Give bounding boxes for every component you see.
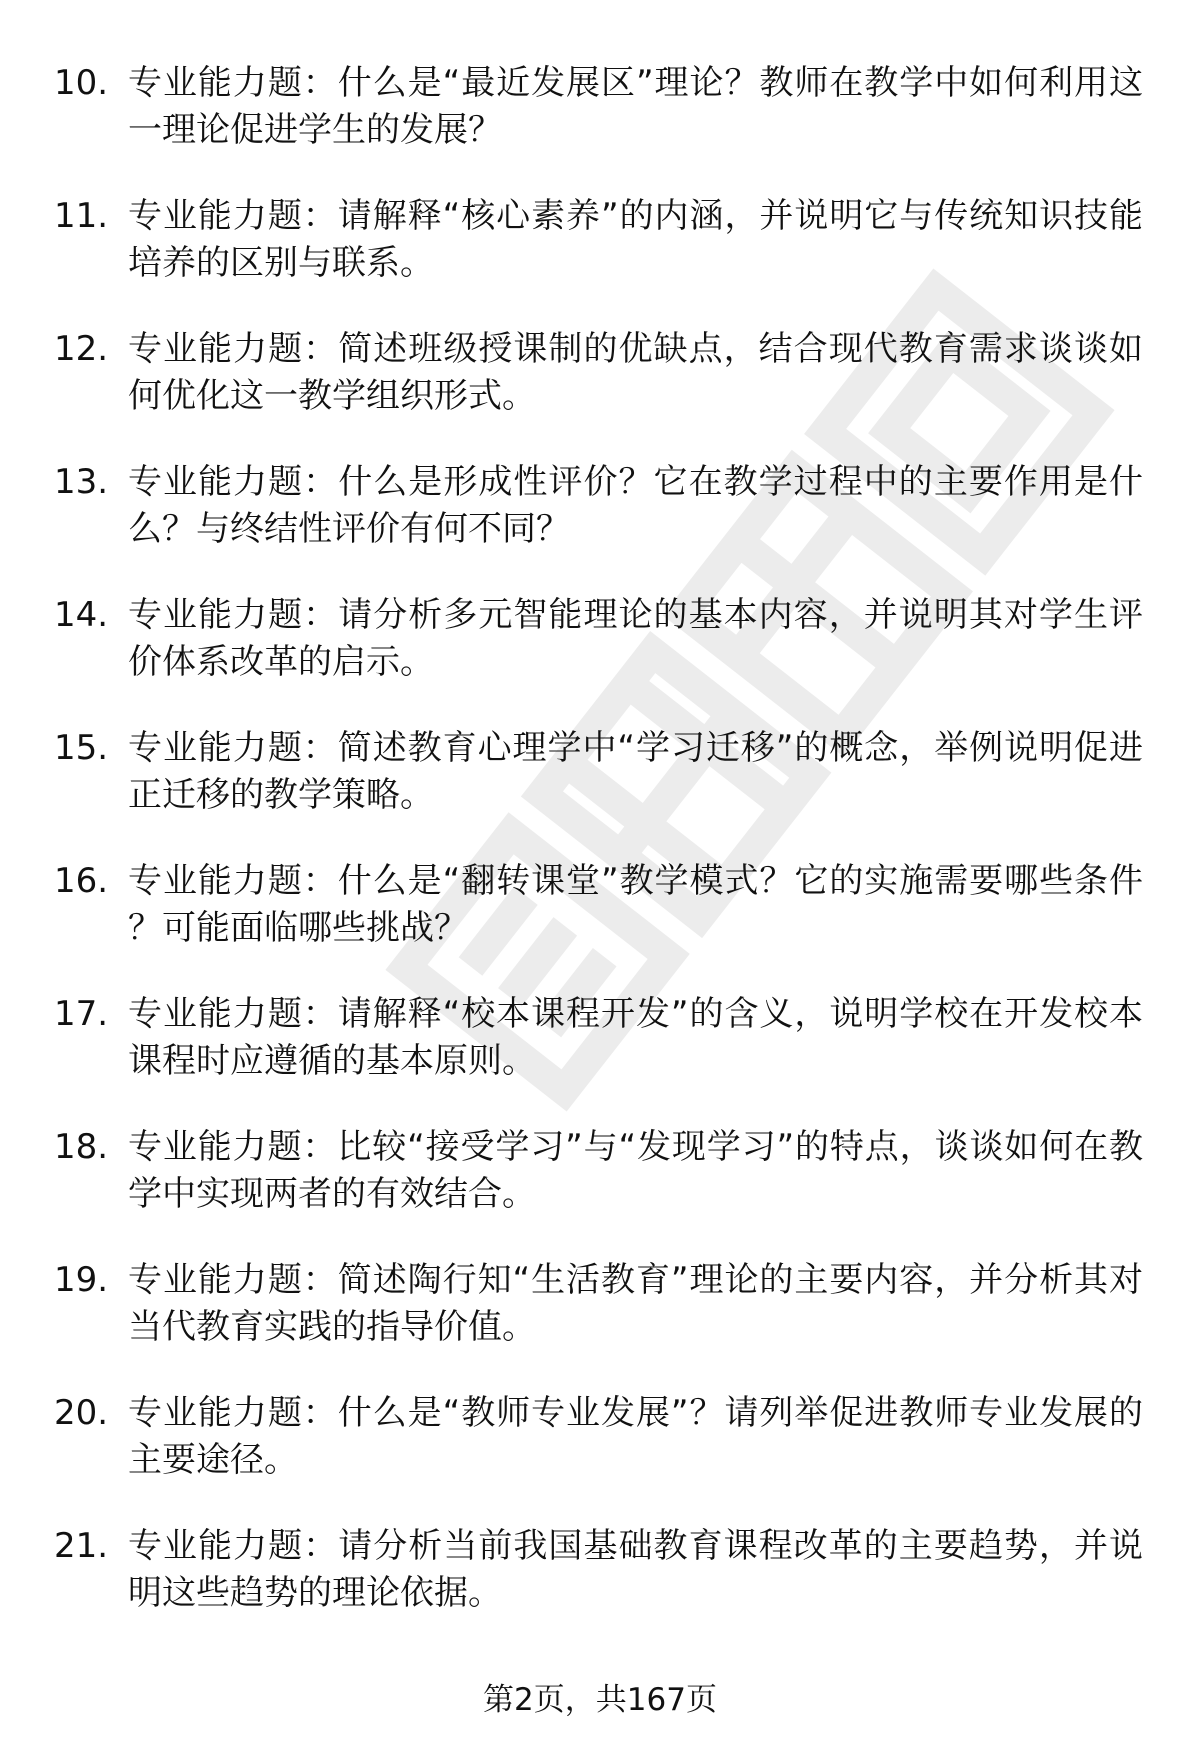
list-item: [54, 60, 1144, 193]
question-number: 20.: [54, 1393, 109, 1433]
question-number: 11.: [54, 196, 109, 236]
question-text: 专业能力题：什么是形成性评价？它在教学过程中的主要作用是什么？与终结性评价有何不同？: [128, 462, 1143, 549]
question-text: 专业能力题：请解释“核心素养”的内涵，并说明它与传统知识技能培养的区别与联系。: [128, 196, 1143, 283]
list-item: [54, 459, 1144, 592]
list-item: [54, 1390, 1144, 1523]
list-item: [54, 858, 1144, 991]
question-text: 专业能力题：比较“接受学习”与“发现学习”的特点，谈谈如何在教学中实现两者的有效结合。: [128, 1127, 1143, 1214]
question-text: 专业能力题：简述陶行知“生活教育”理论的主要内容，并分析其对当代教育实践的指导价值。: [128, 1260, 1143, 1347]
list-item: [54, 1124, 1144, 1257]
question-text: 专业能力题：什么是“翻转课堂”教学模式？它的实施需要哪些条件？可能面临哪些挑战？: [128, 861, 1143, 948]
question-number: 21.: [54, 1526, 109, 1566]
question-number: 18.: [54, 1127, 109, 1167]
list-item: [54, 193, 1144, 326]
question-number: 12.: [54, 329, 109, 369]
question-number: 17.: [54, 994, 109, 1034]
page-number: 第2页，共167页: [483, 1682, 717, 1718]
question-text: 专业能力题：请分析当前我国基础教育课程改革的主要趋势，并说明这些趋势的理论依据。: [128, 1526, 1143, 1613]
question-number: 15.: [54, 728, 109, 768]
list-item: [54, 592, 1144, 725]
question-text: 专业能力题：什么是“最近发展区”理论？教师在教学中如何利用这一理论促进学生的发展？: [128, 63, 1143, 150]
question-number: 10.: [54, 63, 109, 103]
question-number: 16.: [54, 861, 109, 901]
question-text: 专业能力题：简述班级授课制的优缺点，结合现代教育需求谈谈如何优化这一教学组织形式。: [128, 329, 1143, 416]
question-number: 14.: [54, 595, 109, 635]
question-text: 专业能力题：请分析多元智能理论的基本内容，并说明其对学生评价体系改革的启示。: [128, 595, 1143, 682]
list-item: [54, 991, 1144, 1124]
list-item: [54, 725, 1144, 858]
question-number: 19.: [54, 1260, 109, 1300]
question-number: 13.: [54, 462, 109, 502]
question-text: 专业能力题：简述教育心理学中“学习迁移”的概念，举例说明促进正迁移的教学策略。: [128, 728, 1143, 815]
list-item: [54, 1523, 1144, 1656]
list-item: [54, 326, 1144, 459]
question-list: [54, 60, 1144, 1656]
list-item: [54, 1257, 1144, 1390]
question-text: 专业能力题：请解释“校本课程开发”的含义，说明学校在开发校本课程时应遵循的基本原则。: [128, 994, 1143, 1081]
question-text: 专业能力题：什么是“教师专业发展”？请列举促进教师专业发展的主要途径。: [128, 1393, 1143, 1480]
